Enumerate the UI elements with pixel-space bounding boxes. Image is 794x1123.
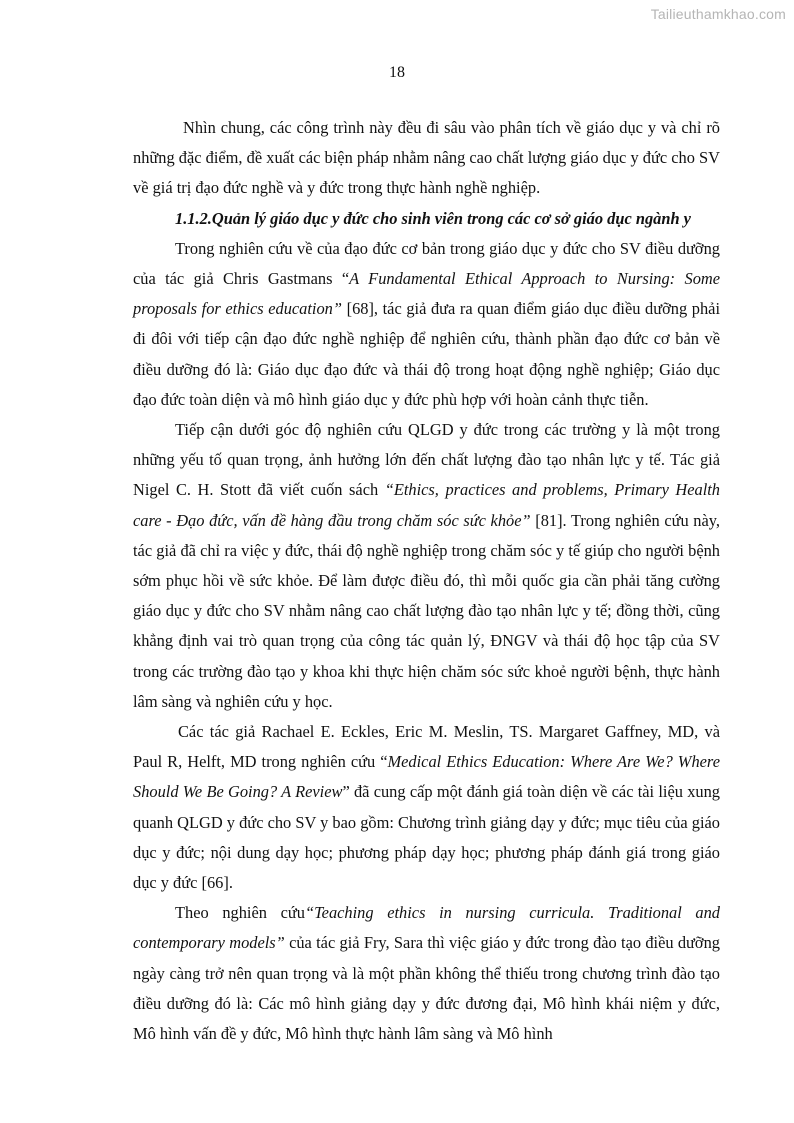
paragraph-text: Trong nghiên cứu về của đạo đức cơ bản trong giáo dục y đức cho SV điều dưỡng của tác giả Chris Gastmans “ — [133, 238, 720, 289]
cited-title: “Ethics, practices and problems, Primary Health care - Đạo đức, vấn đề hàng đầu trong chăm sóc sức khỏe” — [133, 480, 721, 530]
paragraph-eckles — [133, 717, 720, 898]
cited-title: Medical Ethics Education: Where Are We? Where Should We Be Going? A Review — [133, 752, 720, 802]
paragraph-text: Theo nghiên cứu — [175, 903, 305, 923]
paragraph-text: [68], tác giả đưa ra quan điểm giáo dục điều dưỡng phải đi đôi với tiếp cận đạo đức nghề nghiệp để nghiên cứu, thành phần đạo đức cơ bản về điều dưỡng đó là: Giáo dục đạo đức và thái độ trong hoạt động nghề nghiệp; Giáo dục đạo đức toàn diện và mô hình giáo dục y đức phù hợp với hoàn cảnh thực tiễn. — [133, 299, 720, 409]
section-heading: 1.1.2.Quản lý giáo dục y đức cho sinh viên trong các cơ sở giáo dục ngành y — [175, 208, 691, 228]
document-body — [133, 113, 720, 1049]
watermark: Tailieuthamkhao.com — [650, 6, 786, 22]
paragraph-text: [81]. Trong nghiên cứu này, tác giả đã chỉ ra việc y đức, thái độ nghề nghiệp trong chăm sóc y tế giúp cho người bệnh sớm phục hồi về sức khỏe. Để làm được điều đó, thì mỗi quốc gia cần phải tăng cường giáo dục y đức cho SV nhằm nâng cao chất lượng đào tạo nhân lực y tế; đồng thời, cũng khẳng định vai trò quan trọng của công tác quản lý, ĐNGV và thái độ học tập của SV trong các trường đào tạo y khoa khi thực hiện chăm sóc sức khoẻ người bệnh, thực hành lâm sàng và nghiên cứu y học. — [133, 510, 720, 711]
paragraph-text: ” đã cung cấp một đánh giá toàn diện về các tài liệu xung quanh QLGD y đức cho SV y bao gồm: Chương trình giảng dạy y đức; mục tiêu của giáo dục y đức; nội dung dạy học; phương pháp dạy học; phương pháp đánh giá trong giáo dục y đức [66]. — [133, 782, 720, 893]
cited-title: “Teaching ethics in nursing curricula. Traditional and contemporary models” — [133, 903, 720, 953]
paragraph-text: Tiếp cận dưới góc độ nghiên cứu QLGD y đức trong các trường y là một trong những yếu tố quan trọng, ảnh hưởng lớn đến chất lượng đào tạo nhân lực y tế. Tác giả Nigel C. H. Stott đã viết cuốn sách — [133, 420, 720, 500]
cited-title: A Fundamental Ethical Approach to Nursing: Some proposals for ethics education” — [133, 269, 720, 319]
paragraph-fry — [133, 898, 720, 1049]
paragraph-text: Các tác giả Rachael E. Eckles, Eric M. Meslin, TS. Margaret Gaffney, MD, và Paul R, Helft, MD trong nghiên cứu “ — [133, 722, 720, 772]
paragraph-summary: Nhìn chung, các công trình này đều đi sâu vào phân tích về giáo dục y và chỉ rõ những đặc điểm, đề xuất các biện pháp nhằm nâng cao chất lượng giáo dục y đức cho SV về giá trị đạo đức nghề và y đức trong thực hành nghề nghiệp. — [133, 118, 720, 198]
paragraph-gastmans — [133, 234, 720, 415]
paragraph-stott — [133, 415, 720, 717]
paragraph-text: của tác giả Fry, Sara thì việc giáo y đức trong đào tạo điều dưỡng ngày càng trở nên quan trọng và là một phần không thể thiếu trong chương trình đào tạo điều dưỡng đó là: Các mô hình giảng dạy y đức đương đại, Mô hình khái niệm y đức, Mô hình vấn đề y đức, Mô hình thực hành lâm sàng và Mô hình — [133, 933, 720, 1044]
page-number: 18 — [389, 64, 405, 81]
